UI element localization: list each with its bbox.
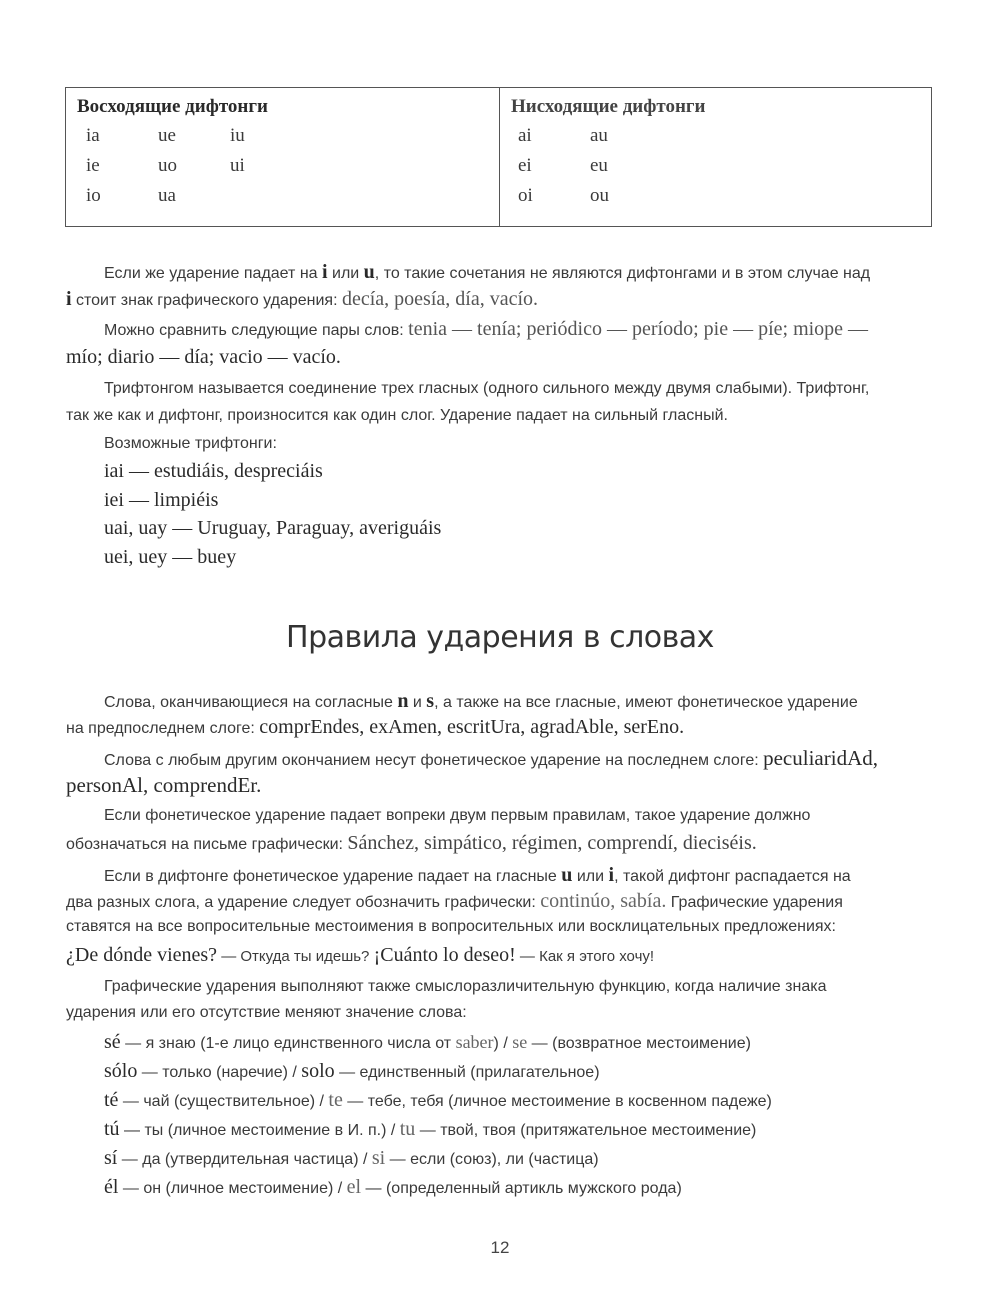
diphthong-cell: uo (158, 155, 177, 176)
ascending-title: Восходящие дифтонги (77, 96, 268, 117)
triphthong-item: uai, uay — Uruguay, Paraguay, averiguáis (104, 517, 442, 539)
paragraph-line: ¿De dónde vienes? — Откуда ты идешь? ¡Cuánto lo deseo! — Как я этого хочу! (66, 944, 655, 966)
paragraph-line: i стоит знак графического ударения: decía, poesía, día, vacío. (66, 288, 539, 310)
paragraph-line: ударения или его отсутствие меняют значение слова: (66, 1004, 467, 1021)
page-number: 12 (490, 1238, 510, 1257)
word-pair: tú — ты (личное местоимение в И. п.) / tu — твой, твоя (притяжательное местоимение) (104, 1118, 757, 1140)
diphthong-cell: ou (590, 185, 609, 206)
diphthong-cell: au (590, 125, 608, 146)
diphthong-cell: ie (86, 155, 100, 176)
paragraph-line: два разных слога, а ударение следует обозначить графически: continúo, sabía. Графические ударения (66, 890, 843, 912)
paragraph-line: так же как и дифтонг, произносится как один слог. Ударение падает на сильный гласный. (66, 407, 728, 424)
word-pair: él — он (личное местоимение) / el — (определенный артикль мужского рода) (104, 1176, 682, 1198)
diphthong-cell: ia (86, 125, 100, 146)
diphthong-cell: ui (230, 155, 245, 176)
paragraph-line: Слова с любым другим окончанием несут фонетическое ударение на последнем слоге: peculiaridAd, (104, 746, 878, 770)
paragraph-line: Можно сравнить следующие пары слов: tenia — tenía; periódico — período; pie — píe; miope — (104, 318, 869, 340)
diphthong-cell: eu (590, 155, 608, 176)
section-heading: Правила ударения в словах (286, 620, 714, 655)
paragraph-line: обозначаться на письме графически: Sánchez, simpático, régimen, comprendí, dieciséis. (66, 832, 757, 854)
paragraph-line: Трифтонгом называется соединение трех гласных (одного сильного между двумя слабыми). Трифтонг, (104, 380, 870, 397)
diphthong-table (65, 87, 932, 227)
paragraph-line: на предпоследнем слоге: comprEndes, exAmen, escritUra, agradAble, serEno. (66, 716, 685, 738)
paragraph-line: Если в дифтонге фонетическое ударение падает на гласные u или i, такой дифтонг распадается на (104, 864, 851, 886)
word-pair: té — чай (существительное) / te — тебе, тебя (личное местоимение в косвенном падеже) (104, 1089, 772, 1111)
diphthong-cell: io (86, 185, 101, 206)
paragraph-line: personAl, comprendEr. (66, 773, 262, 797)
diphthong-cell: ai (518, 125, 532, 146)
diphthong-cell: iu (230, 125, 245, 146)
ascending-diphthongs (66, 88, 500, 226)
descending-diphthongs (500, 88, 931, 226)
triphthong-item: uei, uey — buey (104, 546, 237, 568)
paragraph-line: Графические ударения выполняют также смыслоразличительную функцию, когда наличие знака (104, 978, 827, 995)
triphthong-item: iai — estudiáis, despreciáis (104, 460, 323, 482)
paragraph-line: Слова, оканчивающиеся на согласные n и s, а также на все гласные, имеют фонетическое ударение (104, 690, 858, 712)
paragraph-line: Если фонетическое ударение падает вопреки двум первым правилам, такое ударение должно (104, 807, 811, 824)
triphthong-item: iei — limpiéis (104, 489, 219, 511)
descending-title: Нисходящие дифтонги (511, 96, 706, 117)
word-pair: sí — да (утвердительная частица) / si — если (союз), ли (частица) (104, 1147, 599, 1169)
paragraph-line: ставятся на все вопросительные местоимения в вопросительных или восклицательных предложениях: (66, 918, 836, 935)
word-pair: sólo — только (наречие) / solo — единственный (прилагательное) (104, 1060, 600, 1082)
diphthong-cell: ue (158, 125, 176, 146)
paragraph-line: Если же ударение падает на i или u, то такие сочетания не являются дифтонгами и в этом случае над (104, 261, 871, 283)
diphthong-cell: ua (158, 185, 176, 206)
triphthong-label: Возможные трифтонги: (104, 435, 277, 452)
diphthong-cell: oi (518, 185, 533, 206)
paragraph-line: mío; diario — día; vacio — vacío. (66, 346, 341, 368)
word-pair: sé — я знаю (1-е лицо единственного числа от saber) / se — (возвратное местоимение) (104, 1031, 751, 1053)
diphthong-cell: ei (518, 155, 532, 176)
